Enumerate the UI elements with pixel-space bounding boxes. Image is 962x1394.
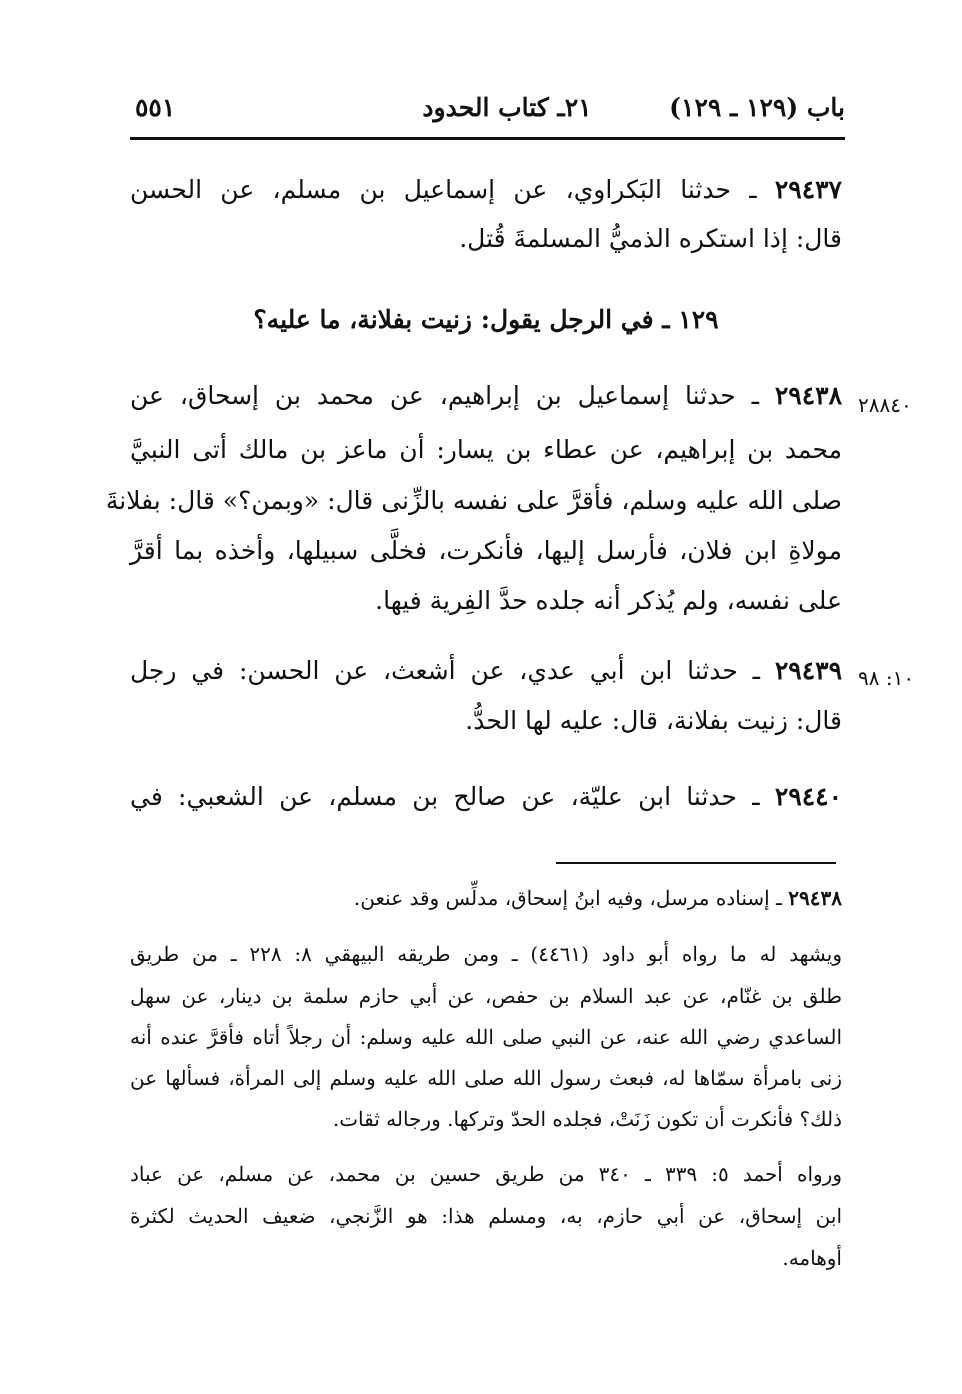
chapter-range: باب (١٢٩ ـ ١٢٩) xyxy=(669,93,845,122)
hadith-29437-line-2: قال: إذا استكره الذميُّ المسلمةَ قُتل. xyxy=(459,224,842,253)
hadith-29439-line-2: قال: زنيت بفلانة، قال: عليه لها الحدُّ. xyxy=(465,706,842,735)
footnote-2-line-3: الساعدي رضي الله عنه، عن النبي صلى الله عليه وسلم: أن رجلاً أتاه فأقرَّ عنده أنه xyxy=(130,1025,842,1049)
hadith-29440-line-1 xyxy=(130,782,842,811)
footnote-3-line-3: أوهامه. xyxy=(782,1246,842,1270)
hadith-number: ٢٩٤٤٠ xyxy=(774,782,842,811)
margin-reference: ٢٨٨٤٠ xyxy=(858,393,912,417)
footnote-text: ـ إسناده مرسل، وفيه ابنُ إسحاق، مدلِّس وقد عنعن. xyxy=(353,886,782,910)
hadith-29438-line-2: محمد بن إبراهيم، عن عطاء بن يسار: أن ماعز بن مالك أتى النبيَّ xyxy=(130,435,842,464)
footnote-2-line-1: ويشهد له ما رواه أبو داود (٤٤٦١) ـ ومن طريقه البيهقي ٨: ٢٢٨ ـ من طريق xyxy=(130,942,842,966)
book-title: ٢١ـ كتاب الحدود xyxy=(422,93,592,122)
footnote-number: ٢٩٤٣٨ xyxy=(788,886,842,910)
hadith-29438-line-3: صلى الله عليه وسلم، فأقرَّ على نفسه بالزِّنى قال: «وبمن؟» قال: بفلانةَ xyxy=(105,486,842,515)
footnote-2-line-5: ذلك؟ فأنكرت أن تكون زَنَتْ، فجلده الحدّ وتركها. ورجاله ثقات. xyxy=(332,1107,842,1131)
hadith-number: ٢٩٤٣٩ xyxy=(774,656,843,685)
hadith-29438-line-5: على نفسه، ولم يُذكر أنه جلده حدَّ الفِرية فيها. xyxy=(375,586,842,615)
page-header xyxy=(125,85,845,135)
footnote-rule xyxy=(556,862,836,864)
hadith-29437-line-1 xyxy=(130,175,842,204)
hadith-text: ـ حدثنا ابن أبي عدي، عن أشعث، عن الحسن: في رجل xyxy=(130,656,761,685)
footnote-3-line-2: ابن إسحاق، عن أبي حازم، به، ومسلم هذا: هو الزَّنجي، ضعيف الحديث لكثرة xyxy=(130,1204,842,1228)
hadith-29438-line-1 xyxy=(130,381,842,410)
chapter-heading: ١٢٩ ـ في الرجل يقول: زنيت بفلانة، ما عليه؟ xyxy=(253,305,719,334)
margin-reference: ١٠: ٩٨ xyxy=(858,666,915,690)
footnote-3-line-1: ورواه أحمد ٥: ٣٣٩ ـ ٣٤٠ من طريق حسين بن محمد، عن مسلم، عن عباد xyxy=(130,1162,842,1186)
hadith-text: ـ حدثنا إسماعيل بن إبراهيم، عن محمد بن إسحاق، عن xyxy=(130,381,759,410)
footnote-2-line-2: طلق بن غنّام، عن عبد السلام بن حفص، عن أبي حازم سلمة بن دينار، عن سهل xyxy=(130,984,842,1008)
footnote-2-line-4: زنى بامرأة سمّاها له، فبعث رسول الله صلى الله عليه وسلم إلى المرأة، فسألها عن xyxy=(130,1066,842,1090)
hadith-29438-line-4: مولاةِ ابن فلان، فأرسل إليها، فأنكرت، فخلَّى سبيلها، وأخذه بما أقرَّ xyxy=(130,536,842,565)
header-rule xyxy=(130,137,845,140)
hadith-number: ٢٩٤٣٨ xyxy=(774,381,842,410)
page-number: ٥٥١ xyxy=(135,93,176,122)
hadith-text: ـ حدثنا ابن عليّة، عن صالح بن مسلم، عن الشعبي: في xyxy=(130,782,760,811)
hadith-number: ٢٩٤٣٧ xyxy=(774,175,842,204)
footnote-1-line-1 xyxy=(130,886,842,910)
hadith-text: ـ حدثنا البَكراوي، عن إسماعيل بن مسلم، عن الحسن xyxy=(130,175,757,204)
hadith-29439-line-1 xyxy=(130,656,842,685)
